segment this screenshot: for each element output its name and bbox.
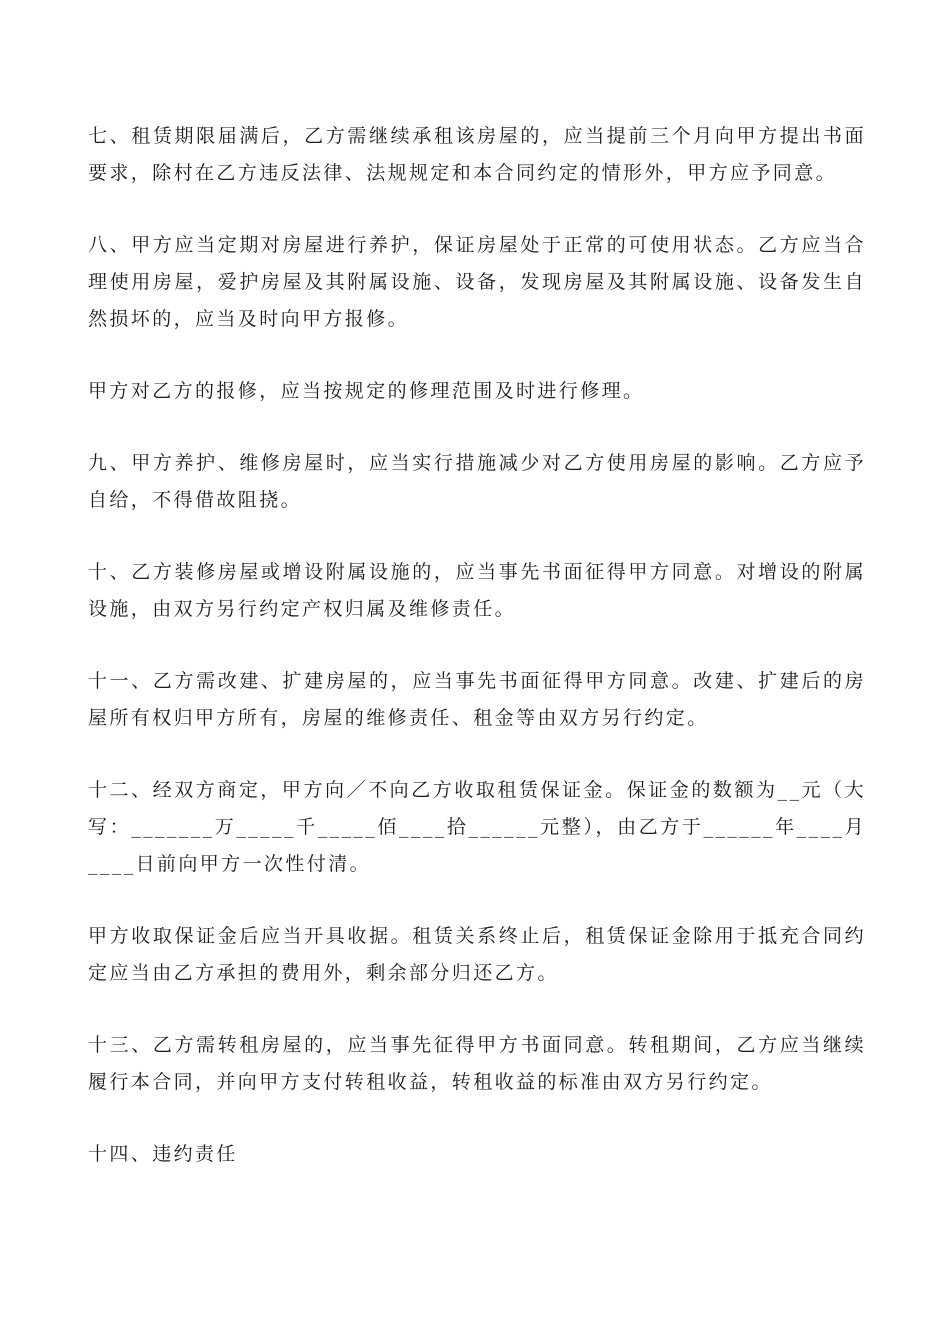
- clause-11-paragraph: 十一、乙方需改建、扩建房屋的，应当事先书面征得甲方同意。改建、扩建后的房屋所有权归甲方所有，房屋的维修责任、租金等由双方另行约定。: [88, 670, 866, 729]
- repair-paragraph: 甲方对乙方的报修，应当按规定的修理范围及时进行修理。: [88, 380, 645, 402]
- clause-13-paragraph: 十三、乙方需转租房屋的，应当事先征得甲方书面同意。转租期间，乙方应当继续履行本合同，并向甲方支付转租收益，转租收益的标准由双方另行约定。: [88, 1034, 866, 1093]
- clause-12-paragraph: 十二、经双方商定，甲方向／不向乙方收取租赁保证金。保证金的数额为__元（大写：_______万_____千_____佰____拾______元整），由乙方于______年____月____日前向甲方一次性付清。: [88, 779, 866, 875]
- clause-8-paragraph: 八、甲方应当定期对房屋进行养护，保证房屋处于正常的可使用状态。乙方应当合理使用房屋，爱护房屋及其附属设施、设备，发现房屋及其附属设施、设备发生自然损坏的，应当及时向甲方报修。: [88, 234, 866, 330]
- clause-9-paragraph: 九、甲方养护、维修房屋时，应当实行措施减少对乙方使用房屋的影响。乙方应予自给，不得借故阻挠。: [88, 452, 866, 511]
- clause-7-paragraph: 七、租赁期限届满后，乙方需继续承租该房屋的，应当提前三个月向甲方提出书面要求，除村在乙方违反法律、法规规定和本合同约定的情形外，甲方应予同意。: [88, 125, 866, 184]
- deposit-receipt-paragraph: 甲方收取保证金后应当开具收据。租赁关系终止后，租赁保证金除用于抵充合同约定应当由乙方承担的费用外，剩余部分归还乙方。: [88, 925, 866, 984]
- clause-10-paragraph: 十、乙方装修房屋或增设附属设施的，应当事先书面征得甲方同意。对增设的附属设施，由双方另行约定产权归属及维修责任。: [88, 561, 866, 620]
- clause-14-heading: 十四、违约责任: [88, 1143, 238, 1165]
- document-body: [88, 118, 866, 1173]
